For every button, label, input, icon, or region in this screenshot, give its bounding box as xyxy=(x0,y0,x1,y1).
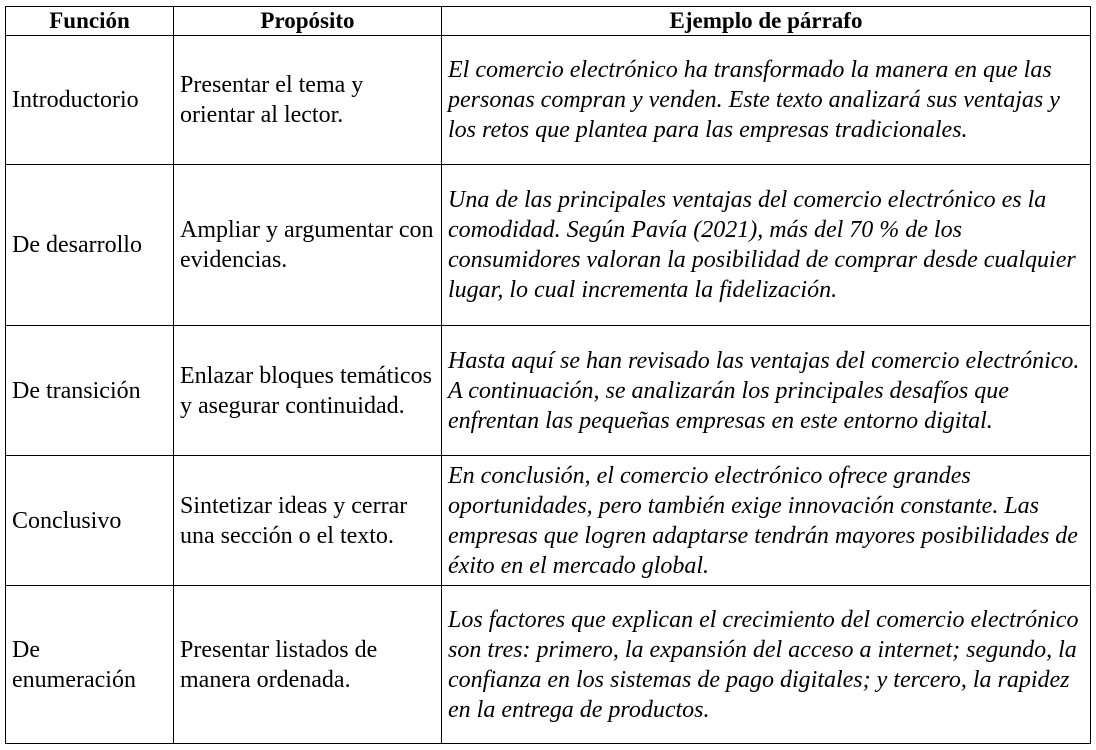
cell-ejemplo-text: Una de las principales ventajas del comercio electrónico es la comodidad. Según Pavía (2021), más del 70 % de los consumidores valoran la posibilidad de comprar desde cualquier lugar, lo cual incrementa la fidelización. xyxy=(448,187,1076,303)
table-row xyxy=(6,36,1091,165)
cell-ejemplo xyxy=(442,586,1091,744)
cell-ejemplo xyxy=(442,326,1091,456)
cell-proposito: Presentar el tema y orientar al lector. xyxy=(174,36,442,165)
table-header-row xyxy=(6,7,1091,36)
table-header xyxy=(6,7,1091,36)
cell-ejemplo-text: En conclusión, el comercio electrónico ofrece grandes oportunidades, pero también exige innovación constante. Las empresas que logren adaptarse tendrán mayores posibilidades de éxito en el mercado global. xyxy=(448,462,1078,579)
cell-funcion: De desarrollo xyxy=(6,165,174,326)
header-proposito: Propósito xyxy=(174,7,442,36)
cell-funcion: De transición xyxy=(6,326,174,456)
paragraph-functions-table xyxy=(5,6,1091,744)
cell-funcion: Conclusivo xyxy=(6,456,174,586)
cell-proposito: Enlazar bloques temáticos y asegurar continuidad. xyxy=(174,326,442,456)
cell-ejemplo xyxy=(442,36,1091,165)
table-body xyxy=(6,36,1091,744)
cell-ejemplo-text: Los factores que explican el crecimiento del comercio electrónico son tres: primero, la expansión del acceso a internet; segundo, la confianza en los sistemas de pago digitales; y tercero, la rapidez en la entrega de productos. xyxy=(448,606,1079,723)
table-row xyxy=(6,165,1091,326)
header-ejemplo: Ejemplo de párrafo xyxy=(442,7,1091,36)
cell-proposito: Presentar listados de manera ordenada. xyxy=(174,586,442,744)
table-row xyxy=(6,586,1091,744)
cell-ejemplo xyxy=(442,165,1091,326)
cell-ejemplo-text: Hasta aquí se han revisado las ventajas del comercio electrónico. A continuación, se analizarán los principales desafíos que enfrentan las pequeñas empresas en este entorno digital. xyxy=(448,347,1080,434)
cell-ejemplo xyxy=(442,456,1091,586)
table-row xyxy=(6,326,1091,456)
cell-proposito: Ampliar y argumentar con evidencias. xyxy=(174,165,442,326)
cell-ejemplo-text: El comercio electrónico ha transformado la manera en que las personas compran y venden. Este texto analizará sus ventajas y los retos que plantea para las empresas tradicionales. xyxy=(448,57,1060,143)
table-row xyxy=(6,456,1091,586)
cell-proposito: Sintetizar ideas y cerrar una sección o el texto. xyxy=(174,456,442,586)
cell-funcion: De enumeración xyxy=(6,586,174,744)
cell-funcion: Introductorio xyxy=(6,36,174,165)
header-funcion: Función xyxy=(6,7,174,36)
